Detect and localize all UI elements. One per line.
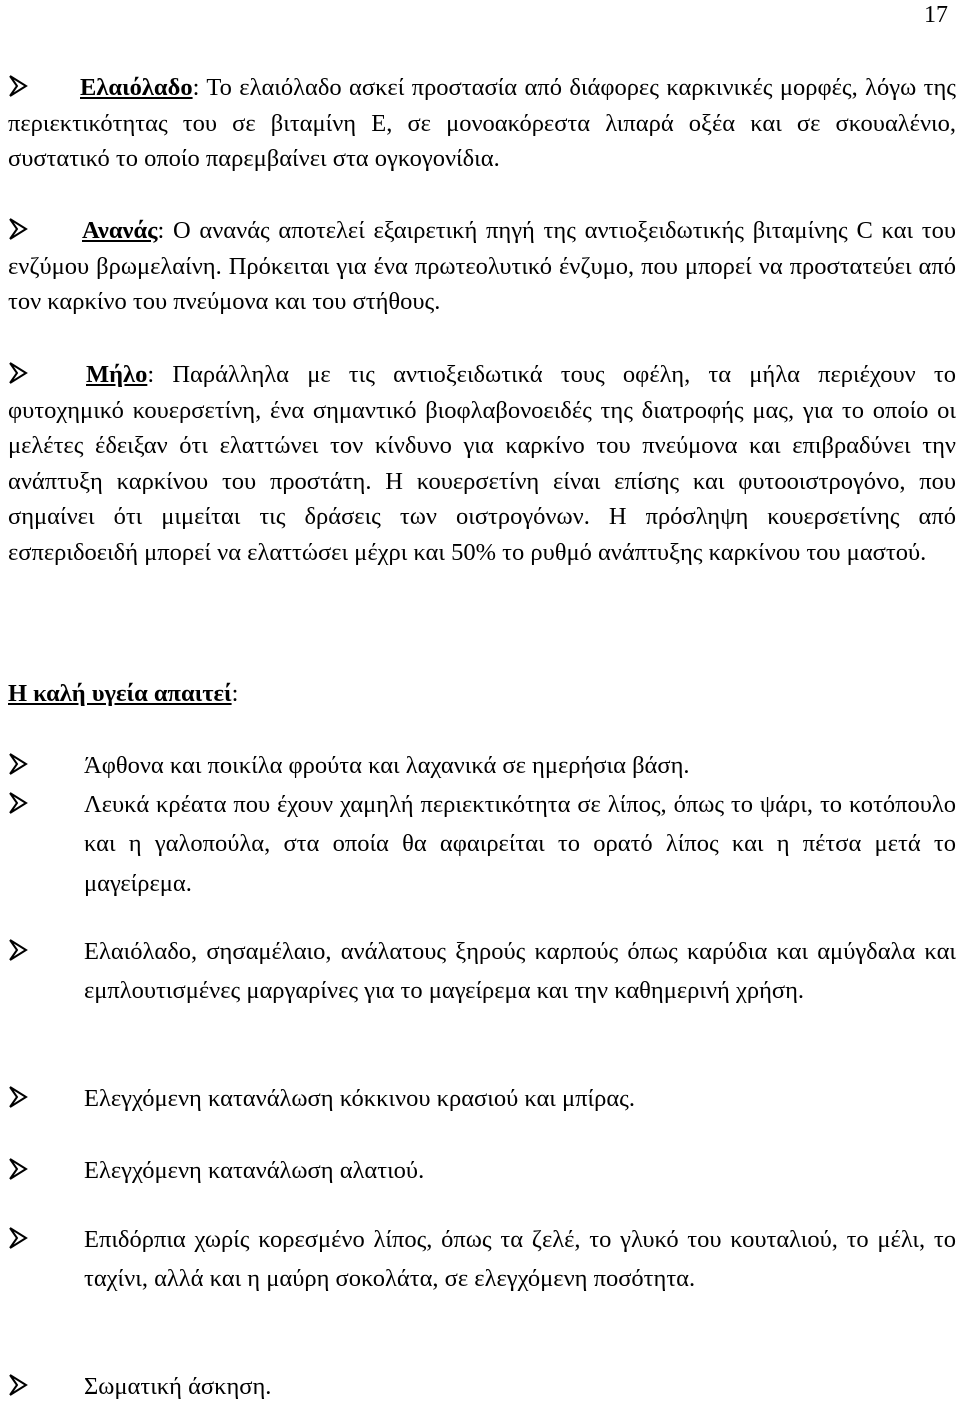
list-item: [8, 1079, 956, 1118]
arrow-bullet-icon: [8, 1373, 28, 1397]
page-number: 17: [924, 2, 948, 28]
section-heading: [8, 676, 238, 712]
heading-suffix: :: [231, 680, 239, 707]
heading-text: Η καλή υγεία απαιτεί: [8, 680, 232, 707]
term-olive-oil: Ελαιόλαδο: [80, 74, 193, 101]
arrow-bullet-icon: [8, 1085, 28, 1109]
term-pineapple: Ανανάς: [82, 217, 158, 244]
list-item: [8, 746, 956, 785]
arrow-bullet-icon: [8, 217, 28, 241]
list-item-text: Λευκά κρέατα που έχουν χαμηλή περιεκτικότητα σε λίπος, όπως το ψάρι, το κοτόπουλο και η γαλοπούλα, στα οποία θα αφαιρείται το ορατό λίπος και η πέτσα μετά το μαγείρεμα.: [84, 791, 956, 897]
list-item-text: Ελεγχόμενη κατανάλωση κόκκινου κρασιού και μπίρας.: [84, 1085, 635, 1112]
text-pineapple: : Ο ανανάς αποτελεί εξαιρετική πηγή της αντιοξειδωτικής βιταμίνης C και του ενζύμου βρωμελαίνη. Πρόκειται για ένα πρωτεολυτικό ένζυμο, που μπορεί να προστατεύει από τον καρκίνο του πνεύμονα και του στήθους.: [8, 217, 956, 316]
text-olive-oil: : Το ελαιόλαδο ασκεί προστασία από διάφορες καρκινικές μορφές, λόγω της περιεκτικότητας του σε βιταμίνη Ε, σε μονοακόρεστα λιπαρά οξέα και σε σκουαλένιο, συστατικό το οποίο παρεμβαίνει στα ογκογονίδια.: [8, 74, 956, 173]
list-item: [8, 1151, 956, 1190]
term-apple: Μήλο: [86, 361, 148, 388]
arrow-bullet-icon: [8, 74, 28, 98]
arrow-bullet-icon: [8, 1226, 28, 1250]
arrow-bullet-icon: [8, 752, 28, 776]
arrow-bullet-icon: [8, 938, 28, 962]
list-item: [8, 1367, 956, 1406]
list-item: [8, 1220, 956, 1299]
arrow-bullet-icon: [8, 791, 28, 815]
paragraph-olive-oil: [8, 70, 956, 177]
list-item-text: Ελεγχόμενη κατανάλωση αλατιού.: [84, 1157, 425, 1184]
list-item: [8, 785, 956, 903]
list-item-text: Σωματική άσκηση.: [84, 1373, 272, 1400]
list-item: [8, 932, 956, 1011]
list-item-text: Επιδόρπια χωρίς κορεσμένο λίπος, όπως τα ζελέ, το γλυκό του κουταλιού, το μέλι, το ταχίνι, αλλά και η μαύρη σοκολάτα, σε ελεγχόμενη ποσότητα.: [84, 1226, 956, 1293]
arrow-bullet-icon: [8, 1157, 28, 1181]
list-item-text: Ελαιόλαδο, σησαμέλαιο, ανάλατους ξηρούς καρπούς όπως καρύδια και αμύγδαλα και εμπλουτισμένες μαργαρίνες για το μαγείρεμα και την καθημερινή χρήση.: [84, 938, 956, 1005]
list-item-text: Άφθονα και ποικίλα φρούτα και λαχανικά σε ημερήσια βάση.: [84, 752, 690, 779]
paragraph-apple: [8, 357, 956, 571]
text-apple: : Παράλληλα με τις αντιοξειδωτικά τους οφέλη, τα μήλα περιέχουν το φυτοχημικό κουερσετίνη, ένα σημαντικό βιοφλαβονοειδές της διατροφής μας, για το οποίο οι μελέτες έδειξαν ότι ελαττώνει τον κίνδυνο για καρκίνο του πνεύμονα και επιβραδύνει την ανάπτυξη καρκίνου του προστάτη. Η κουερσετίνη είναι επίσης και φυτοοιστρογόνο, που σημαίνει ότι μιμείται τις δράσεις των οιστρογόνων. Η πρόσληψη κουερσετίνης από εσπεριδοειδή μπορεί να ελαττώσει μέχρι και 50% το ρυθμό ανάπτυξης καρκίνου του μαστού.: [8, 361, 956, 566]
arrow-bullet-icon: [8, 361, 28, 385]
paragraph-pineapple: [8, 213, 956, 320]
